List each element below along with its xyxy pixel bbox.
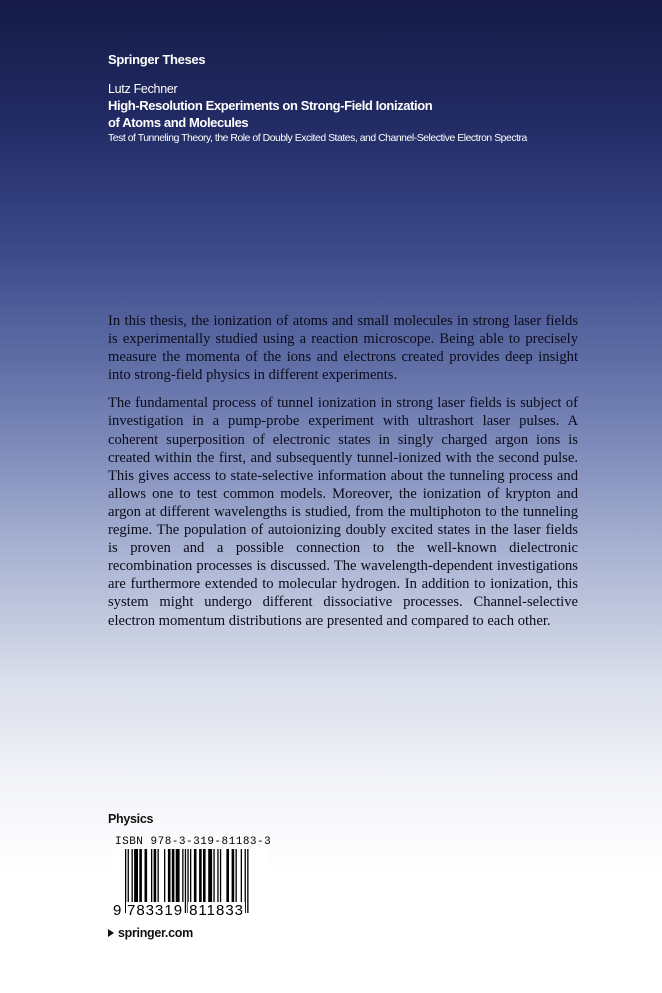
author-name: Lutz Fechner	[108, 82, 178, 96]
barcode-bar	[220, 849, 221, 905]
barcode-bar	[168, 849, 171, 905]
book-title-line-1: High-Resolution Experiments on Strong-Field Ionization	[108, 98, 433, 113]
barcode-bar	[145, 849, 148, 905]
book-title-line-2: of Atoms and Molecules	[108, 115, 249, 130]
subject-category: Physics	[108, 812, 154, 826]
arrow-right-icon	[108, 929, 114, 937]
series-name: Springer Theses	[108, 52, 206, 67]
abstract-paragraph-1: In this thesis, the ionization of atoms and small molecules in strong laser fields is experimentally studied using a reaction microscope. Being able to precisely measure the momenta of the ions and electrons created provides deep insight into strong-field physics in different experiments.	[108, 313, 578, 384]
barcode-bar	[203, 849, 206, 905]
isbn-number: ISBN 978-3-319-81183-3	[115, 836, 272, 848]
barcode-bar	[194, 849, 197, 905]
barcode-bar	[236, 849, 237, 905]
abstract-text	[108, 312, 578, 640]
abstract-paragraph-2: The fundamental process of tunnel ionization in strong laser fields is subject of investigation in a pump-probe experiment with ultrashort laser pulses. A coherent superposition of electronic states in singly charged argon ions is created within the first, and subsequently tunnel-ionized with the second pulse. This gives access to state-selective information about the tunneling process and allows one to test common models. Moreover, the ionization of krypton and argon at different wavelengths is studied, from the multiphoton to the tunneling regime. The population of autoionizing doubly excited states in the laser fields is proven and a possible connection to the well-known dielectronic recombination processes is discussed. The wavelength-dependent investigations are furthermore extended to molecular hydrogen. In addition to ionization, this system might undergo different dissociative processes. Channel-selective electron momentum distributions are presented and compared to each other.	[108, 395, 578, 629]
barcode-bar	[232, 849, 235, 905]
barcode-bar	[134, 849, 138, 905]
cover-header	[108, 51, 527, 146]
barcode-bar	[154, 849, 157, 905]
barcode-bar	[226, 849, 229, 905]
barcode-digit-group-1: 783319	[127, 902, 184, 919]
publisher-website[interactable]	[108, 926, 193, 940]
barcode-bar	[139, 849, 142, 905]
barcode-bar	[208, 849, 212, 905]
barcode-bar	[158, 849, 159, 905]
barcode-bar	[182, 849, 183, 905]
barcode-bar	[217, 849, 218, 905]
book-title	[108, 97, 488, 131]
barcode-bar	[132, 849, 133, 905]
barcode-bar	[199, 849, 202, 905]
book-subtitle: Test of Tunneling Theory, the Role of Doubly Excited States, and Channel-Selective Electron Spectra	[108, 133, 527, 144]
barcode-bar	[190, 849, 191, 905]
barcode-digits	[113, 902, 269, 919]
barcode-bar	[176, 849, 180, 905]
barcode-bar	[151, 849, 152, 905]
website-label[interactable]: springer.com	[118, 926, 193, 940]
barcode-bar	[172, 849, 175, 905]
barcode-digit-group-2: 811833	[189, 902, 245, 919]
barcode-bar	[164, 849, 165, 905]
barcode-lead-digit: 9	[113, 902, 122, 919]
barcode-bar	[241, 849, 242, 905]
barcode-bar	[213, 849, 214, 905]
